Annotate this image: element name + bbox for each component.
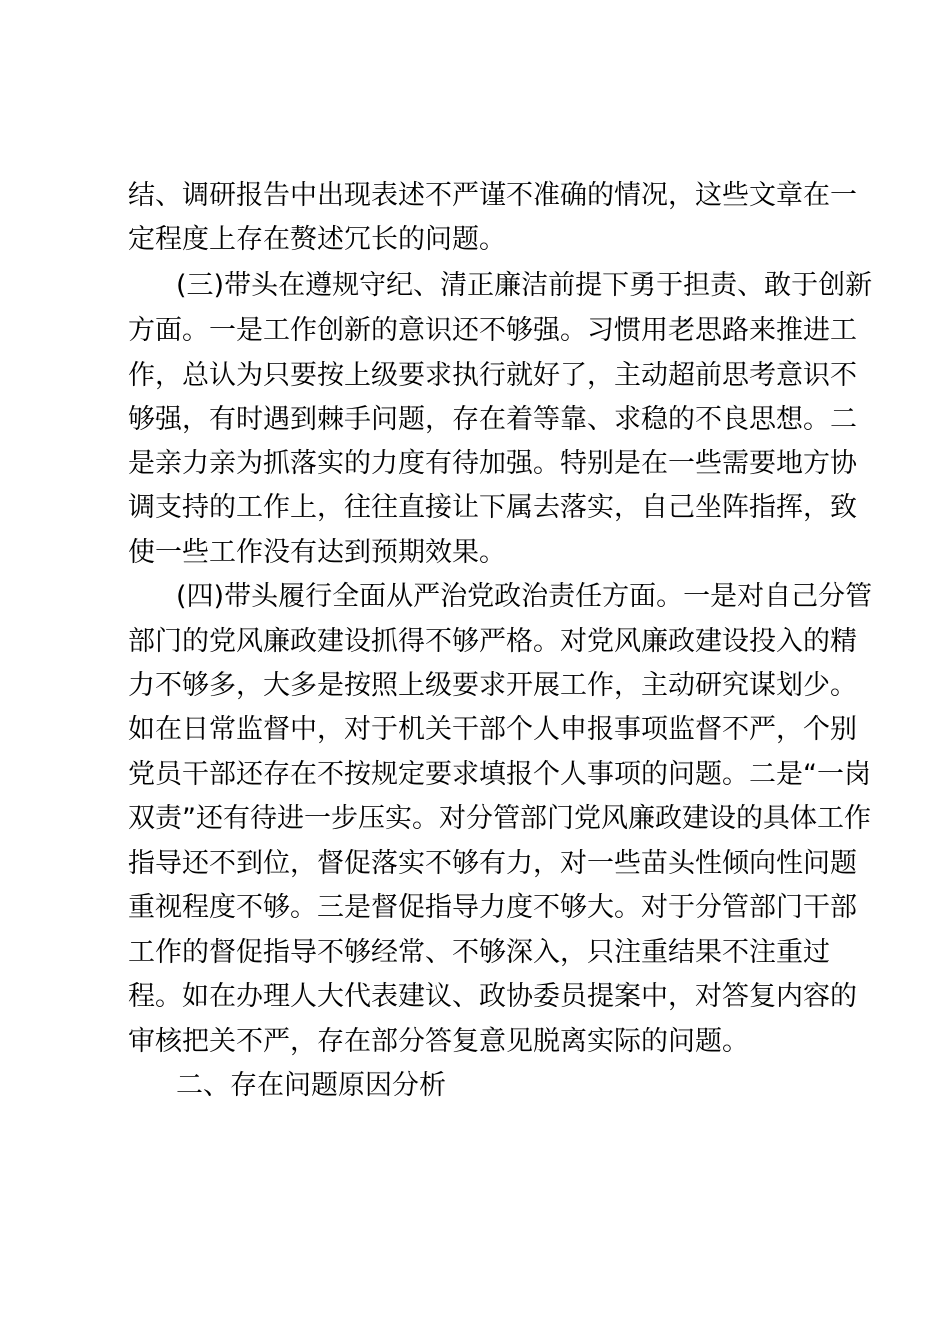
text-line: 是亲力亲为抓落实的力度有待加强。特别是在一些需要地方协 <box>128 448 857 479</box>
text-line: 使一些工作没有达到预期效果。 <box>128 537 506 568</box>
text-line: 工作的督促指导不够经常、不够深入，只注重结果不注重过 <box>128 937 830 968</box>
text-line: 部门的党风廉政建设抓得不够严格。对党风廉政建设投入的精 <box>128 626 857 657</box>
text-line: 作，总认为只要按上级要求执行就好了，主动超前思考意识不 <box>128 360 857 391</box>
text-line: 定程度上存在赘述冗长的问题。 <box>128 224 506 255</box>
text-line: 党员干部还存在不按规定要求填报个人事项的问题。二是“一岗 <box>128 759 871 790</box>
text-line: 结、调研报告中出现表述不严谨不准确的情况，这些文章在一 <box>128 180 857 211</box>
text-line: 重视程度不够。三是督促指导力度不够大。对于分管部门干部 <box>128 892 857 923</box>
text-line: 指导还不到位，督促落实不够有力，对一些苗头性倾向性问题 <box>128 848 857 879</box>
text-line: 方面。一是工作创新的意识还不够强。习惯用老思路来推进工 <box>128 315 857 346</box>
section-heading: 二、存在问题原因分析 <box>176 1070 446 1101</box>
paragraph-heading-three: (三)带头在遵规守纪、清正廉洁前提下勇于担责、敢于创新 <box>176 270 873 301</box>
paragraph-heading-four: (四)带头履行全面从严治党政治责任方面。一是对自己分管 <box>176 581 873 612</box>
text-line: 调支持的工作上，往往直接让下属去落实，自己坐阵指挥，致 <box>128 492 857 523</box>
text-line: 程。如在办理人大代表建议、政协委员提案中，对答复内容的 <box>128 981 857 1012</box>
text-line: 力不够多，大多是按照上级要求开展工作，主动研究谋划少。 <box>128 670 857 701</box>
text-line: 如在日常监督中，对于机关干部个人申报事项监督不严，个别 <box>128 714 857 745</box>
text-line: 审核把关不严，存在部分答复意见脱离实际的问题。 <box>128 1026 749 1057</box>
text-line: 够强，有时遇到棘手问题，存在着等靠、求稳的不良思想。二 <box>128 404 857 435</box>
text-line: 双责”还有待进一步压实。对分管部门党风廉政建设的具体工作 <box>128 803 871 834</box>
